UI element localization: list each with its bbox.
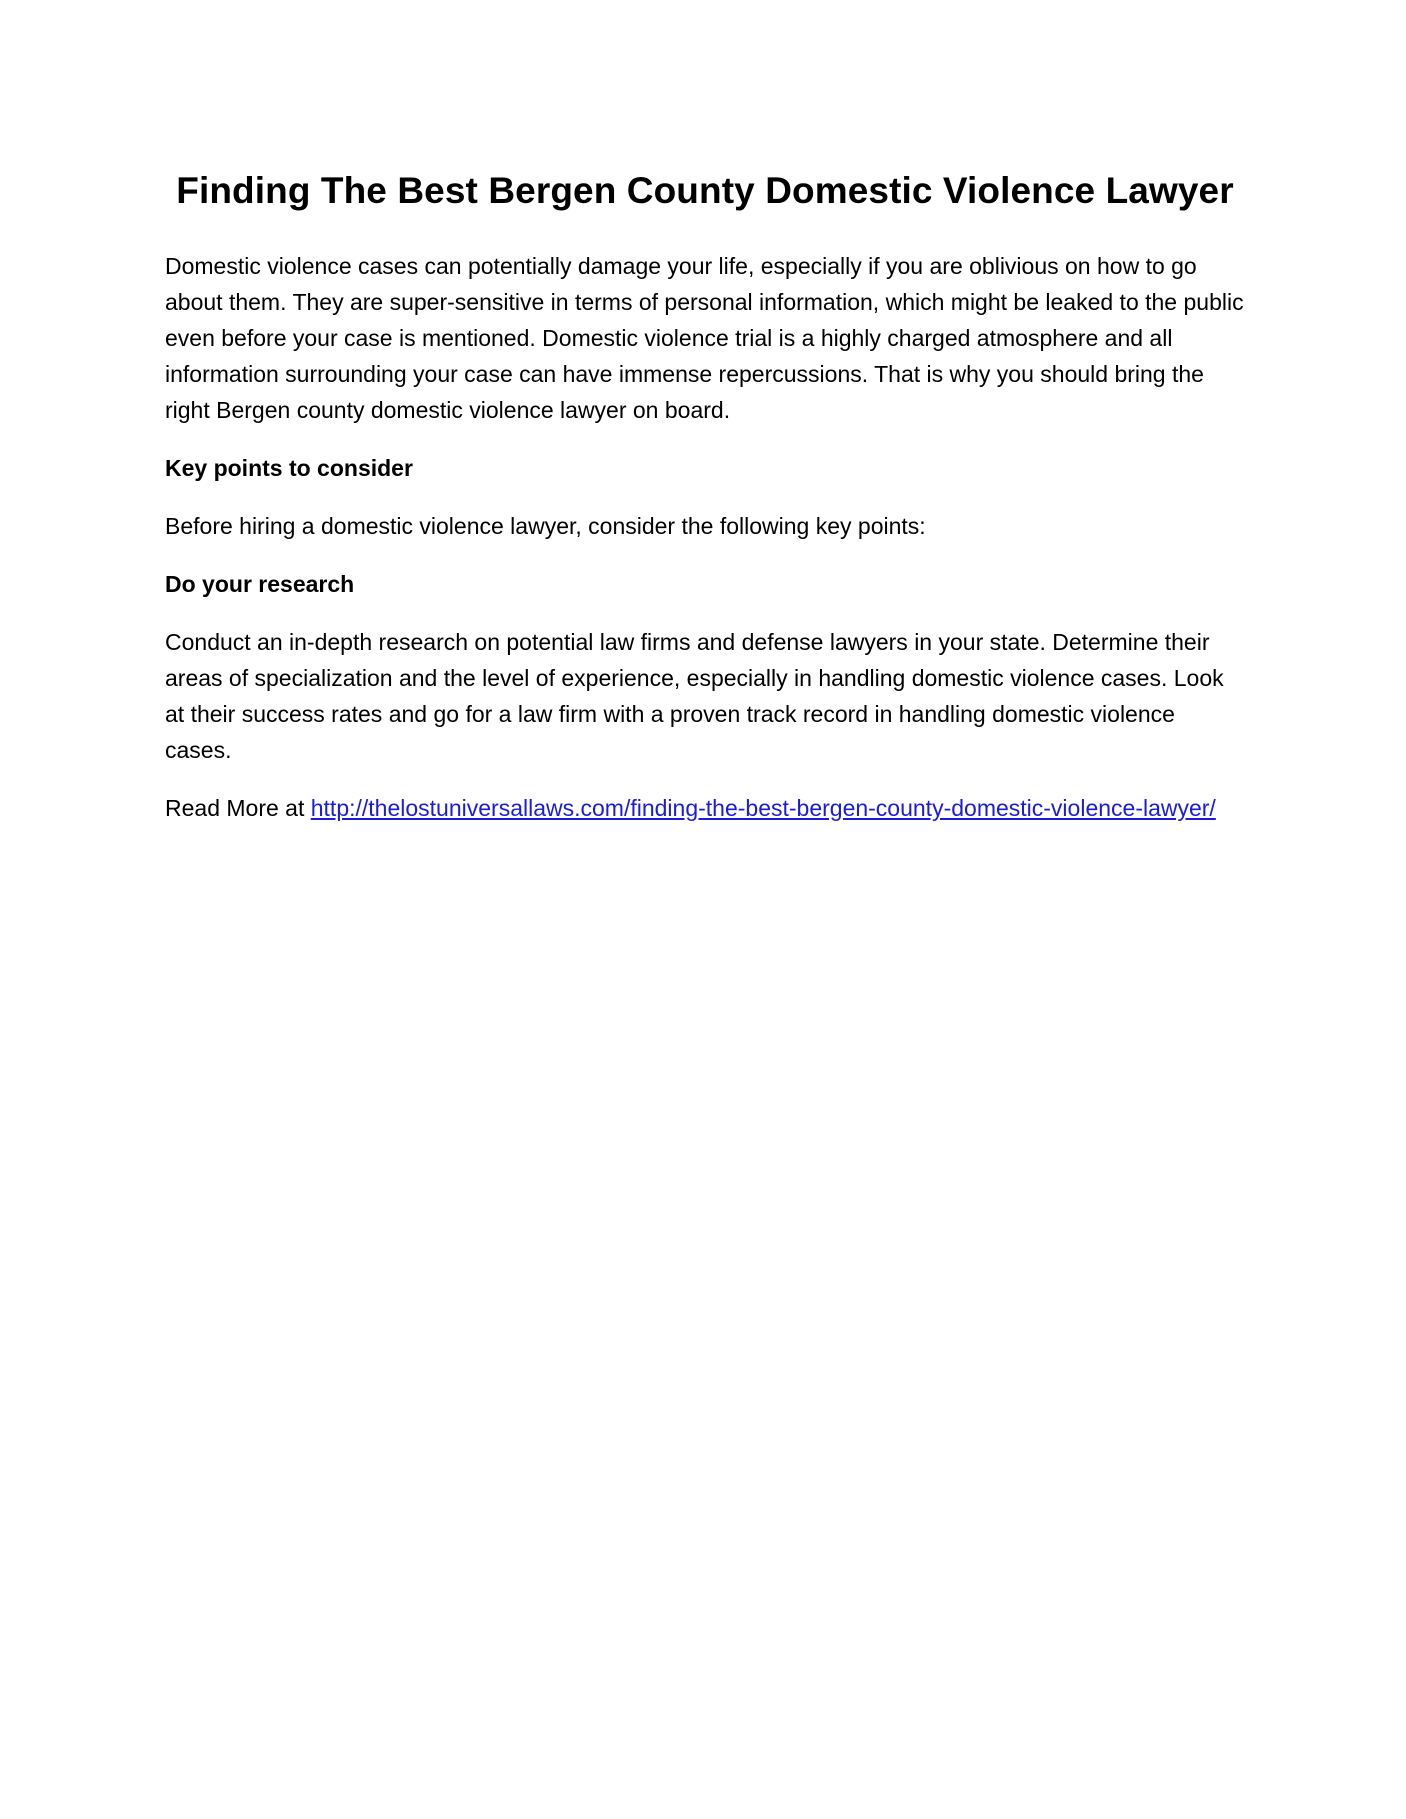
- read-more-label: Read More at: [165, 795, 311, 821]
- research-paragraph: Conduct an in-depth research on potential law firms and defense lawyers in your state. Determine their areas of specialization and the level of experience, especially in handling domestic violence cases. Look at their success rates and go for a law firm with a proven track record in handling domestic violence cases.: [165, 629, 1224, 763]
- key-points-intro: Before hiring a domestic violence lawyer, consider the following key points:: [165, 513, 926, 539]
- intro-paragraph: Domestic violence cases can potentially damage your life, especially if you are oblivious on how to go about them. They are super-sensitive in terms of personal information, which might be leaked to the public even before your case is mentioned. Domestic violence trial is a highly charged atmosphere and all information surrounding your case can have immense repercussions. That is why you should bring the right Bergen county domestic violence lawyer on board.: [165, 253, 1244, 423]
- heading-research: Do your research: [165, 571, 355, 597]
- document-title: Finding The Best Bergen County Domestic Violence Lawyer: [176, 170, 1234, 211]
- document-body: [165, 160, 1245, 848]
- read-more-line: [165, 790, 1245, 826]
- read-more-link[interactable]: http://thelostuniversallaws.com/finding-the-best-bergen-county-domestic-violence-lawyer/: [310, 795, 1216, 821]
- heading-key-points: Key points to consider: [165, 455, 413, 481]
